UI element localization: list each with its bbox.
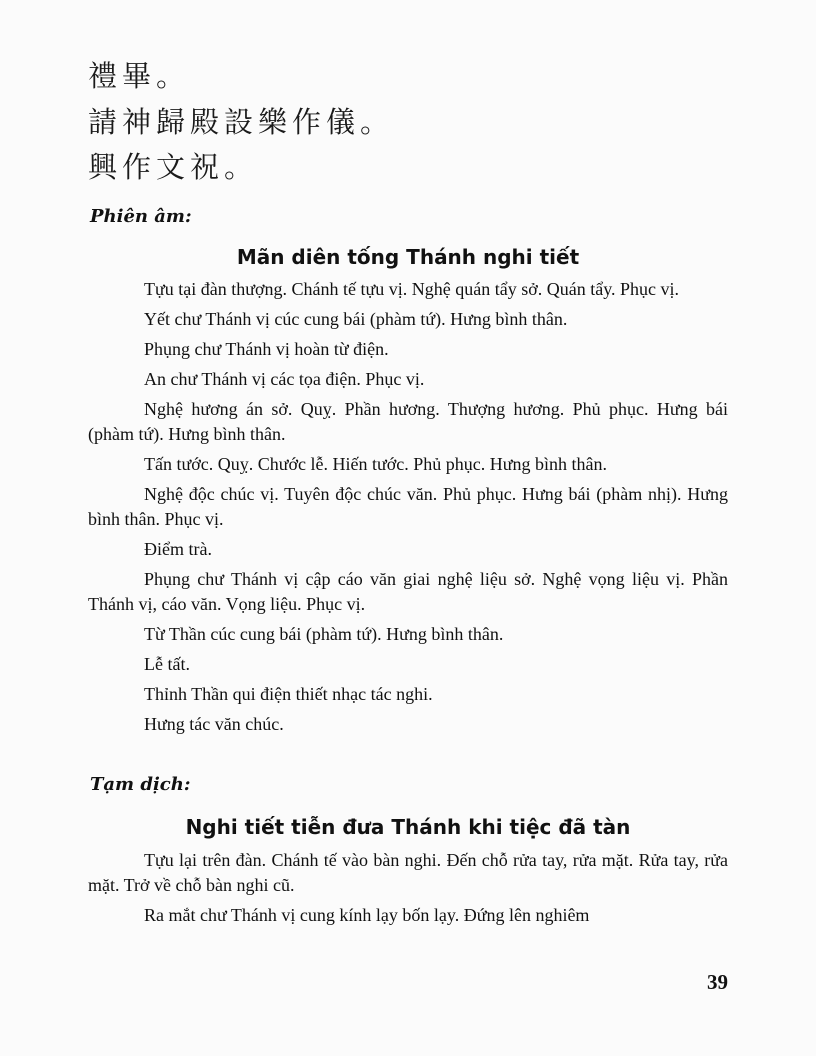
paragraph: Tấn tước. Quỵ. Chước lễ. Hiến tước. Phủ phục. Hưng bình thân.	[144, 454, 608, 474]
paragraph: Phụng chư Thánh vị hoàn từ điện.	[144, 339, 389, 359]
phien-am-body	[88, 277, 728, 742]
paragraph: Hưng tác văn chúc.	[144, 714, 284, 734]
phien-am-heading: Mãn diên tống Thánh nghi tiết	[236, 245, 580, 269]
tam-dich-body	[88, 848, 728, 933]
paragraph: Tựu tại đàn thượng. Chánh tế tựu vị. Nghệ quán tẩy sở. Quán tẩy. Phục vị.	[144, 279, 680, 299]
page-number: 39	[707, 970, 728, 994]
paragraph: Yết chư Thánh vị cúc cung bái (phàm tứ). Hưng bình thân.	[144, 309, 568, 329]
paragraph: Tựu lại trên đàn. Chánh tế vào bàn nghi. Đến chỗ rửa tay, rửa mặt. Rửa tay, rửa mặt. Trở về chỗ bàn nghi cũ.	[88, 850, 728, 895]
paragraph: Nghệ độc chúc vị. Tuyên độc chúc văn. Phủ phục. Hưng bái (phàm nhị). Hưng bình thân. Phục vị.	[88, 484, 728, 529]
paragraph: Điểm trà.	[144, 539, 212, 559]
paragraph: Ra mắt chư Thánh vị cung kính lạy bốn lạy. Đứng lên nghiêm	[144, 905, 590, 925]
paragraph: An chư Thánh vị các tọa điện. Phục vị.	[144, 369, 425, 389]
han-line-3: 興作文祝。	[88, 150, 259, 184]
phien-am-label: Phiên âm:	[90, 206, 192, 227]
tam-dich-label: Tạm dịch:	[90, 774, 191, 795]
paragraph: Phụng chư Thánh vị cập cáo văn giai nghệ liệu sở. Nghệ vọng liệu vị. Phần Thánh vị, cáo văn. Vọng liệu. Phục vị.	[88, 569, 728, 614]
han-line-2: 請神歸殿設樂作儀。	[88, 105, 395, 139]
paragraph: Lễ tất.	[144, 654, 190, 674]
paragraph: Nghệ hương án sở. Quỵ. Phần hương. Thượng hương. Phủ phục. Hưng bái (phàm tứ). Hưng bình thân.	[88, 399, 728, 444]
paragraph: Từ Thần cúc cung bái (phàm tứ). Hưng bình thân.	[144, 624, 504, 644]
tam-dich-heading: Nghi tiết tiễn đưa Thánh khi tiệc đã tàn	[185, 815, 631, 839]
han-line-1: 禮畢。	[88, 59, 191, 93]
paragraph: Thỉnh Thần qui điện thiết nhạc tác nghi.	[144, 684, 433, 704]
